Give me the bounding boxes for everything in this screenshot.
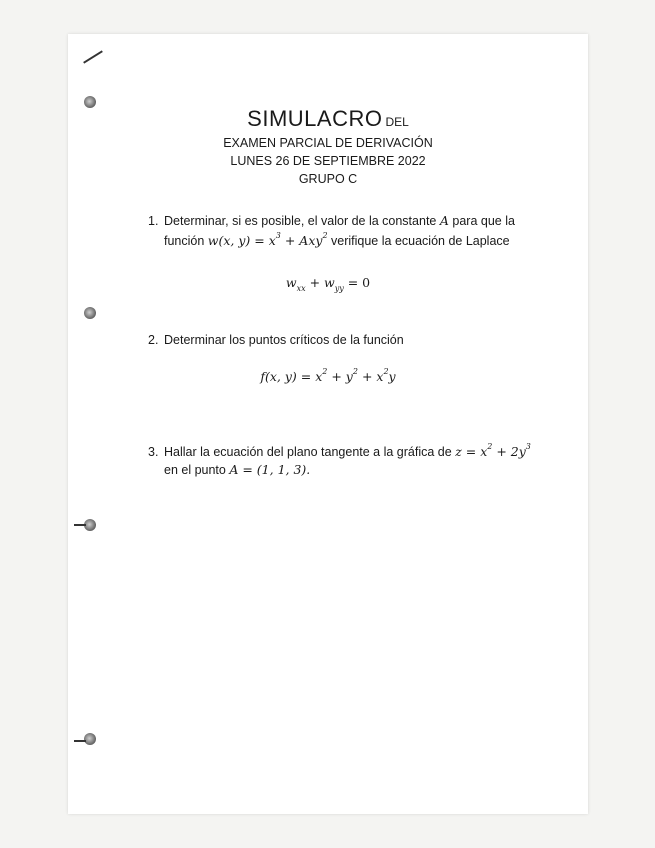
problem-number: 3. <box>148 445 159 459</box>
pen-mark-icon <box>74 740 86 742</box>
laplace-equation: $w_{xx} + w_{yy} = 0$ <box>285 275 371 293</box>
problem-text: en el punto <box>164 463 226 478</box>
problem-text: Hallar la ecuación del plano tangente a la gráfica de <box>164 445 452 459</box>
problem-text: función <box>164 234 205 249</box>
problem-text: Determinar los puntos críticos de la función <box>164 333 404 347</box>
problem-text: verifique la ecuación de Laplace <box>331 234 510 249</box>
punch-hole-icon <box>84 733 96 745</box>
surface-expression: $z = x^2 + 2y^3$ <box>455 442 531 459</box>
pen-mark-icon <box>74 524 86 526</box>
problem-text: Determinar, si es posible, el valor de la constante <box>164 214 437 228</box>
punch-hole-icon <box>84 307 96 319</box>
point-expression: A = (1, 1, 3). <box>229 462 311 478</box>
function-expression: w(x, $y) = x^3 + Axy^2$ <box>207 231 328 249</box>
problem-1 <box>148 212 568 250</box>
problem-3 <box>148 441 568 479</box>
problem-number: 2. <box>148 333 159 347</box>
punch-hole-icon <box>84 96 96 108</box>
problem-number: 1. <box>148 214 159 228</box>
problem-text: para que la <box>452 214 515 228</box>
exam-subtitle: EXAMEN PARCIAL DE DERIVACIÓN <box>223 136 433 150</box>
problem-2 <box>148 331 568 349</box>
exam-group: GRUPO C <box>298 172 358 186</box>
title-suffix: DEL <box>385 115 409 129</box>
math-variable: A <box>439 213 449 228</box>
exam-title <box>68 106 588 132</box>
function-equation: f(x, $y) = x^2 + y^2 + x^2y$ <box>260 367 396 384</box>
exam-sheet <box>68 34 588 814</box>
title-main: SIMULACRO <box>247 106 383 131</box>
exam-date: LUNES 26 DE SEPTIEMBRE 2022 <box>230 154 426 168</box>
